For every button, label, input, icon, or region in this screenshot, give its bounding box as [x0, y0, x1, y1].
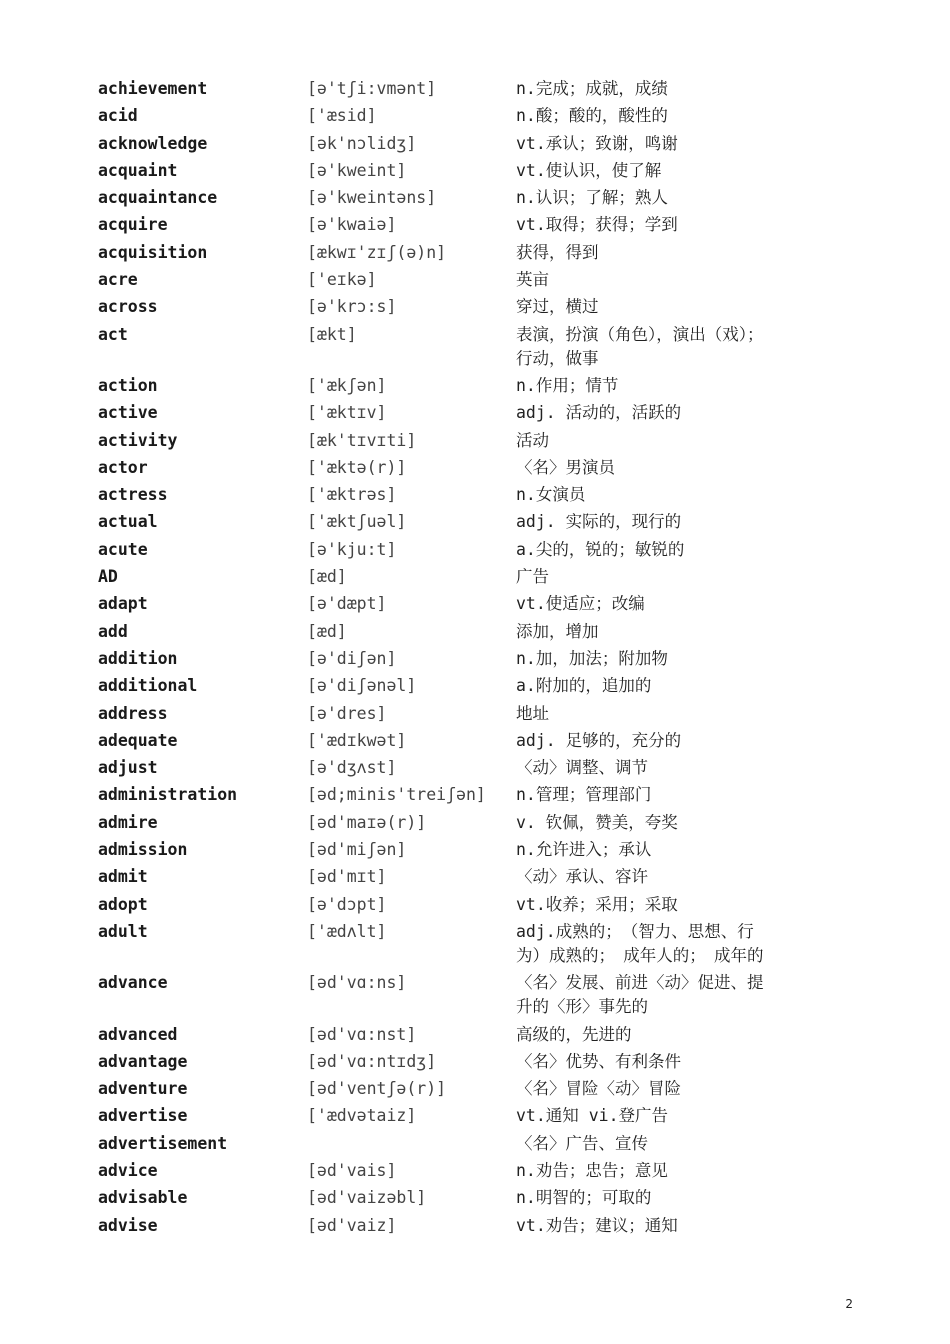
- vocab-entry: [98, 565, 798, 592]
- entry-definition: adj.成熟的； （智力、思想、行为）成熟的； 成年人的； 成年的: [516, 921, 764, 965]
- entry-definition: n.劝告；忠告；意见: [516, 1160, 668, 1180]
- entry-definition: 〈动〉承认、容许: [516, 867, 648, 887]
- vocab-entry: [98, 510, 798, 537]
- entry-phonetic: [əd'maɪə(r)]: [307, 812, 427, 832]
- entry-word: achievement: [98, 79, 208, 98]
- entry-definition: adj. 实际的，现行的: [516, 512, 682, 532]
- vocab-entry: [98, 401, 798, 428]
- entry-word: acid: [98, 106, 138, 126]
- entry-word: actual: [98, 512, 158, 532]
- vocab-entry: [98, 647, 798, 674]
- entry-phonetic: [æk'tɪvɪti]: [307, 430, 417, 450]
- entry-definition: vt.使适应；改编: [516, 594, 645, 614]
- entry-word: advanced: [98, 1024, 178, 1044]
- entry-phonetic: [ə'kweintəns]: [307, 188, 437, 208]
- entry-definition: vt.取得；获得；学到: [516, 215, 678, 235]
- vocab-entry: [98, 1159, 798, 1186]
- entry-phonetic: [ækwɪ'zɪʃ(ə)n]: [307, 242, 447, 262]
- vocab-entry: [98, 241, 798, 268]
- entry-word: admire: [98, 812, 158, 832]
- entry-phonetic: [əd'vaiz]: [307, 1215, 397, 1235]
- vocab-entry: [98, 702, 798, 729]
- vocab-entry: [98, 456, 798, 483]
- entry-phonetic: [ək'nɔlidʒ]: [307, 133, 417, 153]
- entry-definition: v. 钦佩，赞美，夸奖: [516, 812, 678, 832]
- vocab-entry: [98, 159, 798, 186]
- vocab-entry: [98, 77, 798, 104]
- entry-word: active: [98, 403, 158, 423]
- entry-definition: vt.通知 vi.登广告: [516, 1106, 669, 1126]
- entry-definition: vt.劝告；建议；通知: [516, 1215, 678, 1235]
- entry-phonetic: [əd'ventʃə(r)]: [307, 1079, 447, 1099]
- entry-word: adequate: [98, 730, 178, 750]
- vocab-entry: [98, 729, 798, 756]
- entry-phonetic: [əd'vɑ:ntɪdʒ]: [307, 1051, 437, 1071]
- entry-definition: n.认识；了解；熟人: [516, 188, 668, 208]
- vocab-entry: [98, 674, 798, 701]
- entry-definition: 活动: [516, 430, 549, 450]
- entry-phonetic: [ə'krɔ:s]: [307, 297, 397, 317]
- vocab-entry: [98, 920, 798, 971]
- entry-word: advise: [98, 1215, 158, 1235]
- vocab-entry: [98, 104, 798, 131]
- entry-phonetic: [əd'vɑ:ns]: [307, 973, 407, 993]
- entry-phonetic: [ə'kweint]: [307, 160, 407, 180]
- entry-definition: 〈名〉优势、有利条件: [516, 1051, 681, 1071]
- entry-word: acquire: [98, 215, 168, 235]
- entry-word: administration: [98, 785, 238, 805]
- vocab-entry: [98, 811, 798, 838]
- entry-definition: a.尖的，锐的；敏锐的: [516, 539, 685, 559]
- entry-phonetic: [ə'diʃənəl]: [307, 676, 417, 696]
- entry-word: acute: [98, 539, 148, 559]
- entry-phonetic: [ə'dʒʌst]: [307, 758, 397, 778]
- entry-word: adopt: [98, 894, 148, 914]
- entry-definition: adj. 活动的，活跃的: [516, 403, 682, 423]
- entry-definition: n.明智的；可取的: [516, 1188, 652, 1208]
- entry-definition: n.女演员: [516, 485, 586, 505]
- vocab-entry: [98, 1214, 798, 1241]
- entry-word: across: [98, 297, 158, 317]
- entry-phonetic: [ə'diʃən]: [307, 648, 397, 668]
- vocab-entry: [98, 374, 798, 401]
- vocab-entry: [98, 1186, 798, 1213]
- entry-phonetic: [æd]: [307, 621, 347, 641]
- entry-definition: 广告: [516, 567, 549, 587]
- entry-phonetic: [ə'dres]: [307, 703, 387, 723]
- entry-phonetic: ['ædvətaiz]: [307, 1106, 417, 1126]
- entry-word: acquaintance: [98, 188, 218, 208]
- entry-definition: 高级的，先进的: [516, 1024, 632, 1044]
- entry-phonetic: [əd'vɑ:nst]: [307, 1024, 417, 1044]
- vocab-entry: [98, 538, 798, 565]
- entry-word: adventure: [98, 1079, 188, 1099]
- vocabulary-table: [98, 77, 798, 1241]
- entry-word: add: [98, 621, 128, 641]
- entry-phonetic: ['æsid]: [307, 106, 377, 126]
- entry-word: AD: [98, 567, 118, 587]
- entry-definition: adj. 足够的，充分的: [516, 730, 682, 750]
- entry-phonetic: [ə'tʃi:vmənt]: [307, 79, 437, 98]
- entry-definition: 穿过，横过: [516, 297, 599, 317]
- vocab-entry: [98, 783, 798, 810]
- entry-definition: n.酸；酸的，酸性的: [516, 106, 668, 126]
- vocab-entry: [98, 483, 798, 510]
- vocab-entry: [98, 268, 798, 295]
- vocab-entry: [98, 893, 798, 920]
- entry-phonetic: ['ædɪkwət]: [307, 730, 407, 750]
- entry-phonetic: ['eɪkə]: [307, 270, 377, 290]
- vocab-entry: [98, 592, 798, 619]
- entry-definition: 〈动〉调整、调节: [516, 758, 648, 778]
- entry-phonetic: ['ædʌlt]: [307, 921, 387, 941]
- entry-word: address: [98, 703, 168, 723]
- entry-definition: 获得，得到: [516, 242, 599, 262]
- entry-definition: 英亩: [516, 270, 549, 290]
- entry-word: actor: [98, 457, 148, 477]
- entry-word: adult: [98, 921, 148, 941]
- vocab-entry: [98, 971, 798, 1022]
- entry-phonetic: [əd'vaizəbl]: [307, 1188, 427, 1208]
- entry-word: acquaint: [98, 160, 178, 180]
- vocab-entry: [98, 429, 798, 456]
- entry-word: advisable: [98, 1188, 188, 1208]
- entry-phonetic: [ə'kju:t]: [307, 539, 397, 559]
- entry-word: advice: [98, 1160, 158, 1180]
- vocab-entry: [98, 295, 798, 322]
- entry-definition: a.附加的，追加的: [516, 676, 652, 696]
- vocab-entry: [98, 1023, 798, 1050]
- entry-word: adapt: [98, 594, 148, 614]
- entry-definition: 〈名〉广告、宣传: [516, 1133, 648, 1153]
- entry-word: act: [98, 324, 128, 344]
- entry-definition: 表演，扮演（角色），演出（戏）；行动，做事: [516, 324, 764, 368]
- entry-phonetic: [ə'dɔpt]: [307, 894, 387, 914]
- entry-word: acknowledge: [98, 133, 208, 153]
- vocab-entry: [98, 620, 798, 647]
- entry-phonetic: [əd;minis'treiʃən]: [307, 785, 486, 805]
- vocab-entry: [98, 1104, 798, 1131]
- entry-phonetic: ['æktə(r)]: [307, 457, 407, 477]
- entry-phonetic: [æd]: [307, 567, 347, 587]
- entry-definition: n.加，加法；附加物: [516, 648, 668, 668]
- entry-word: activity: [98, 430, 178, 450]
- entry-definition: vt.使认识，使了解: [516, 160, 662, 180]
- entry-phonetic: [əd'mɪt]: [307, 867, 387, 887]
- entry-phonetic: ['æktʃuəl]: [307, 512, 407, 532]
- entry-definition: n.完成；成就，成绩: [516, 79, 668, 98]
- entry-word: action: [98, 375, 158, 395]
- entry-phonetic: ['ækʃən]: [307, 375, 387, 395]
- entry-word: additional: [98, 676, 198, 696]
- vocab-entry: [98, 213, 798, 240]
- entry-word: admission: [98, 840, 188, 860]
- entry-definition: vt.收养；采用；采取: [516, 894, 678, 914]
- entry-definition: 〈名〉发展、前进〈动〉促进、提升的〈形〉事先的: [516, 973, 764, 1017]
- entry-word: acre: [98, 270, 138, 290]
- page-number: 2: [845, 1297, 853, 1311]
- entry-definition: n.作用；情节: [516, 375, 619, 395]
- vocab-entry: [98, 186, 798, 213]
- vocab-entry: [98, 1077, 798, 1104]
- entry-word: advance: [98, 973, 168, 993]
- vocab-entry: [98, 132, 798, 159]
- entry-definition: n.管理；管理部门: [516, 785, 652, 805]
- entry-phonetic: [ə'dæpt]: [307, 594, 387, 614]
- vocab-entry: [98, 1050, 798, 1077]
- entry-word: adjust: [98, 758, 158, 778]
- entry-word: advertisement: [98, 1133, 228, 1153]
- entry-definition: 添加，增加: [516, 621, 599, 641]
- entry-definition: n.允许进入；承认: [516, 840, 652, 860]
- entry-word: admit: [98, 867, 148, 887]
- entry-phonetic: [ə'kwaiə]: [307, 215, 397, 235]
- vocab-entry: [98, 756, 798, 783]
- entry-phonetic: ['æktrəs]: [307, 485, 397, 505]
- entry-definition: 〈名〉男演员: [516, 457, 615, 477]
- entry-definition: 〈名〉冒险〈动〉冒险: [516, 1079, 681, 1099]
- vocab-entry: [98, 865, 798, 892]
- entry-phonetic: [əd'miʃən]: [307, 840, 407, 860]
- entry-phonetic: [əd'vais]: [307, 1160, 397, 1180]
- vocab-entry: [98, 1132, 798, 1159]
- entry-word: acquisition: [98, 242, 208, 262]
- entry-word: actress: [98, 485, 168, 505]
- vocab-entry: [98, 838, 798, 865]
- entry-definition: 地址: [516, 703, 549, 723]
- entry-word: advertise: [98, 1106, 188, 1126]
- entry-word: addition: [98, 648, 178, 668]
- entry-phonetic: ['æktɪv]: [307, 403, 387, 423]
- entry-phonetic: [ækt]: [307, 324, 357, 344]
- entry-definition: vt.承认；致谢，鸣谢: [516, 133, 678, 153]
- entry-word: advantage: [98, 1051, 188, 1071]
- vocab-entry: [98, 323, 798, 374]
